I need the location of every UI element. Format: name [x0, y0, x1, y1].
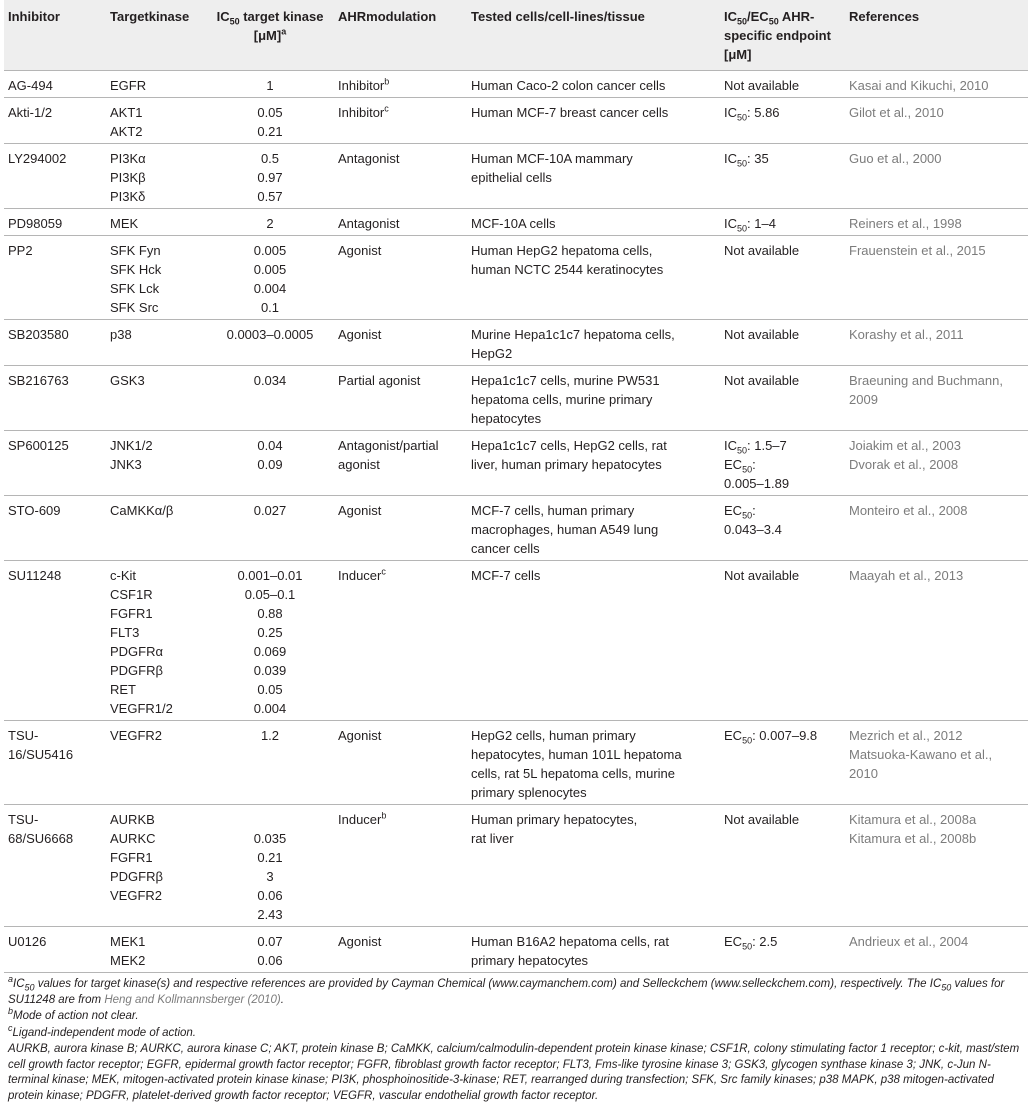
- table-row: [4, 805, 1028, 927]
- cell-references-line: Matsuoka-Kawano et al.,: [849, 747, 993, 762]
- cell-ahr-modulation-line: Inducer: [338, 812, 382, 827]
- cell-ahr-modulation: [334, 496, 467, 561]
- cell-inhibitor-line: AG-494: [8, 78, 53, 93]
- footnote-a-reference[interactable]: Heng and Kollmannsberger (2010): [104, 993, 281, 1006]
- cell-ic50-target-line: 0.09: [257, 457, 283, 472]
- header-ic50-target: $IC_{50}$ target kinase $[\mu M]^a$: [208, 0, 334, 71]
- cell-ahr-endpoint: [720, 721, 845, 805]
- cell-references-line: Gilot et al., 2010: [849, 105, 944, 120]
- cell-ahr-endpoint: [720, 431, 845, 496]
- cell-inhibitor-line: SB203580: [8, 327, 69, 342]
- cell-ahr-endpoint-line: 0.005–1.89: [724, 476, 790, 491]
- cell-ic50-target-line: 2.43: [257, 907, 283, 922]
- cell-ahr-endpoint-line: $EC_{50}$:: [724, 457, 756, 475]
- cell-ahr-endpoint: [720, 320, 845, 366]
- cell-target-kinase-line: PDGFRβ: [110, 663, 163, 678]
- cell-tested-cells: [467, 561, 720, 721]
- cell-target-kinase: [106, 721, 208, 805]
- cell-ahr-endpoint: [720, 71, 845, 98]
- cell-ic50-target-line: 0.07: [257, 934, 283, 949]
- cell-ic50-target-line: 0.21: [257, 850, 283, 865]
- cell-inhibitor-line: TSU-: [8, 728, 39, 743]
- cell-references-line: Joiakim et al., 2003: [849, 438, 962, 453]
- cell-target-kinase: [106, 98, 208, 144]
- cell-ic50-target-line: 0.05–0.1: [244, 587, 296, 602]
- cell-ic50-target-line: 0.25: [257, 625, 283, 640]
- cell-tested-cells: [467, 144, 720, 209]
- cell-inhibitor: [4, 805, 106, 927]
- cell-tested-cells-line: cancer cells: [471, 541, 540, 556]
- cell-ic50-target: [208, 805, 334, 927]
- cell-ic50-target-line: 0.005: [253, 262, 287, 277]
- cell-ahr-modulation: [334, 366, 467, 431]
- cell-references-line: Reiners et al., 1998: [849, 216, 962, 231]
- cell-ic50-target-line: 0.004: [253, 281, 287, 296]
- cell-references[interactable]: [845, 71, 1028, 98]
- cell-ahr-modulation: [334, 561, 467, 721]
- cell-target-kinase: [106, 209, 208, 236]
- cell-references-line: Dvorak et al., 2008: [849, 457, 959, 472]
- cell-tested-cells: [467, 366, 720, 431]
- cell-ic50-target: [208, 236, 334, 320]
- cell-inhibitor: [4, 721, 106, 805]
- cell-target-kinase-line: CaMKKα/β: [110, 503, 174, 518]
- table-row: [4, 320, 1028, 366]
- cell-ic50-target-line: 0.88: [257, 606, 283, 621]
- cell-ahr-modulation: [334, 209, 467, 236]
- cell-ahr-modulation-line: Agonist: [338, 243, 382, 258]
- cell-references-line: Maayah et al., 2013: [849, 568, 964, 583]
- cell-ic50-target-line: 0.06: [257, 888, 283, 903]
- cell-tested-cells-line: Human primary hepatocytes,: [471, 812, 638, 827]
- cell-ahr-modulation-line: Inhibitor: [338, 105, 385, 120]
- cell-inhibitor-line: LY294002: [8, 151, 67, 166]
- cell-references-line: Mezrich et al., 2012: [849, 728, 963, 743]
- cell-target-kinase: [106, 561, 208, 721]
- footnote-marker: b: [384, 76, 390, 87]
- cell-references-line: Guo et al., 2000: [849, 151, 942, 166]
- cell-ic50-target: [208, 320, 334, 366]
- cell-references[interactable]: [845, 320, 1028, 366]
- cell-ahr-endpoint: [720, 496, 845, 561]
- cell-target-kinase-line: p38: [110, 327, 132, 342]
- footnote-c: $^c$Ligand-independent mode of action.: [8, 1022, 197, 1039]
- cell-ahr-modulation: [334, 71, 467, 98]
- cell-inhibitor: [4, 927, 106, 973]
- cell-references-line: 2009: [849, 392, 878, 407]
- footnote-marker: c: [381, 566, 386, 577]
- cell-ic50-target: [208, 927, 334, 973]
- cell-target-kinase-line: JNK3: [110, 457, 142, 472]
- cell-ahr-endpoint: [720, 98, 845, 144]
- cell-target-kinase: [106, 320, 208, 366]
- cell-tested-cells-line: MCF-7 cells: [471, 568, 541, 583]
- cell-ahr-endpoint-line: $IC_{50}$: 1.5–7: [724, 438, 787, 456]
- cell-ahr-endpoint: [720, 805, 845, 927]
- cell-ahr-endpoint-line: Not available: [724, 812, 800, 827]
- cell-target-kinase: [106, 431, 208, 496]
- cell-ahr-endpoint: [720, 927, 845, 973]
- cell-inhibitor-line: STO-609: [8, 503, 61, 518]
- cell-target-kinase-line: AKT2: [110, 124, 143, 139]
- cell-ahr-modulation-line: Agonist: [338, 934, 382, 949]
- cell-ic50-target-line: 0.21: [257, 124, 283, 139]
- header-tested-cells: Tested cells/cell-lines/tissue: [467, 0, 720, 71]
- cell-tested-cells: [467, 431, 720, 496]
- cell-references-line: Korashy et al., 2011: [849, 327, 964, 342]
- cell-references-line: Andrieux et al., 2004: [849, 934, 969, 949]
- cell-ahr-endpoint: [720, 561, 845, 721]
- cell-target-kinase-line: AKT1: [110, 105, 143, 120]
- cell-target-kinase: [106, 927, 208, 973]
- cell-ahr-endpoint: [720, 144, 845, 209]
- cell-references[interactable]: [845, 496, 1028, 561]
- footnote-b: $^b$Mode of action not clear.: [8, 1006, 139, 1022]
- cell-ic50-target-line: 0.04: [257, 438, 283, 453]
- cell-inhibitor-line: SU11248: [8, 568, 62, 583]
- cell-references[interactable]: [845, 144, 1028, 209]
- cell-target-kinase-line: PDGFRα: [110, 644, 164, 659]
- cell-target-kinase-line: AURKB: [110, 812, 155, 827]
- cell-target-kinase-line: FGFR1: [110, 606, 153, 621]
- cell-ic50-target: [208, 561, 334, 721]
- cell-tested-cells-line: hepatoma cells, murine primary: [471, 392, 653, 407]
- cell-ahr-modulation-line: Agonist: [338, 327, 382, 342]
- cell-references[interactable]: [845, 805, 1028, 927]
- cell-tested-cells-line: Hepa1c1c7 cells, murine PW531: [471, 373, 660, 388]
- cell-tested-cells: [467, 71, 720, 98]
- table-row: [4, 236, 1028, 320]
- cell-target-kinase-line: GSK3: [110, 373, 145, 388]
- cell-tested-cells-line: primary splenocytes: [471, 785, 587, 800]
- cell-inhibitor: [4, 561, 106, 721]
- cell-tested-cells-line: macrophages, human A549 lung: [471, 522, 659, 537]
- table-row: [4, 98, 1028, 144]
- cell-target-kinase-line: SFK Fyn: [110, 243, 161, 258]
- footnote-a: $^aIC_{50}$ values for target kinase(s) and respective references are provided by Cayman Chemical (www.caymanchem.com) and Selleckchem (www.selleckchem.com), respectively. The $IC_{50}$ values for SU11248 are from Heng and Kollmannsberger (2010).: [8, 974, 1005, 1006]
- cell-ahr-modulation-line: Inhibitor: [338, 78, 385, 93]
- cell-target-kinase-line: AURKC: [110, 831, 156, 846]
- cell-inhibitor: [4, 431, 106, 496]
- cell-ahr-endpoint-line: Not available: [724, 327, 800, 342]
- cell-ic50-target-line: 1.2: [260, 728, 280, 743]
- cell-target-kinase-line: c-Kit: [110, 568, 136, 583]
- kinase-inhibitor-table: [4, 0, 1028, 973]
- cell-ic50-target: [208, 431, 334, 496]
- cell-ic50-target-line: 0.1: [260, 300, 280, 315]
- cell-target-kinase: [106, 366, 208, 431]
- cell-tested-cells: [467, 496, 720, 561]
- cell-ahr-endpoint-line: $IC_{50}$: 1–4: [724, 216, 776, 234]
- cell-tested-cells-line: cells, rat 5L hepatoma cells, murine: [471, 766, 676, 781]
- cell-inhibitor: [4, 236, 106, 320]
- cell-ahr-modulation-line: Antagonist/partial: [338, 438, 439, 453]
- cell-tested-cells-line: primary hepatocytes: [471, 953, 589, 968]
- cell-tested-cells: [467, 320, 720, 366]
- cell-target-kinase-line: JNK1/2: [110, 438, 153, 453]
- cell-target-kinase-line: PI3Kα: [110, 151, 146, 166]
- cell-inhibitor-line: TSU-: [8, 812, 39, 827]
- table-page: [4, 0, 1028, 1104]
- cell-target-kinase-line: MEK1: [110, 934, 146, 949]
- cell-ahr-modulation-line: Agonist: [338, 728, 382, 743]
- cell-references[interactable]: [845, 561, 1028, 721]
- cell-inhibitor: [4, 209, 106, 236]
- table-row: [4, 209, 1028, 236]
- abbreviations-note: AURKB, aurora kinase B; AURKC, aurora kinase C; AKT, protein kinase B; CaMKK, calcium/calmodulin-dependent protein kinase kinase; CSF1R, colony stimulating factor 1 receptor; c-kit, mast/stem cell growth factor receptor; EGFR, epidermal growth factor receptor; FGFR, fibroblast growth factor receptor; FLT3, Fms-like tyrosine kinase 3; GSK3, glycogen synthase kinase 3; JNK, c-Jun N-terminal kinase; MEK, mitogen-activated protein kinase kinase; PI3K, phosphoinositide-3-kinase; RET, rearranged during transfection; SFK, Src family kinases; p38 MAPK, p38 mitogen-activated protein kinase; PDGFR, platelet-derived growth factor receptor; VEGFR, vascular endothelial growth factor receptor.: [8, 1043, 1020, 1102]
- cell-ic50-target-line: 0.039: [253, 663, 287, 678]
- cell-references[interactable]: [845, 431, 1028, 496]
- cell-references-line: Kitamura et al., 2008b: [849, 831, 977, 846]
- cell-ahr-endpoint-line: Not available: [724, 568, 800, 583]
- cell-ic50-target-line: 0.05: [257, 105, 283, 120]
- header-ahr-endpoint: $IC_{50}/EC_{50}$ AHR-specific endpoint [μM]: [720, 0, 845, 71]
- header-inhibitor: Inhibitor: [4, 0, 106, 71]
- cell-references-line: Frauenstein et al., 2015: [849, 243, 986, 258]
- cell-ic50-target-line: 0.001–0.01: [237, 568, 303, 583]
- cell-ic50-target-line: 0.06: [257, 953, 283, 968]
- cell-ahr-endpoint: [720, 236, 845, 320]
- cell-ahr-endpoint-line: Not available: [724, 243, 800, 258]
- cell-ic50-target-line: 1: [266, 78, 274, 93]
- cell-target-kinase: [106, 71, 208, 98]
- cell-tested-cells-line: Human B16A2 hepatoma cells, rat: [471, 934, 669, 949]
- header-ic50-ec50: $IC_{50}/EC_{50}$: [724, 9, 779, 27]
- header-ahr-modulation: AHRmodulation: [334, 0, 467, 71]
- cell-references[interactable]: [845, 98, 1028, 144]
- cell-ahr-modulation-line: Antagonist: [338, 151, 400, 166]
- cell-inhibitor-line: SB216763: [8, 373, 69, 388]
- table-footnotes: [4, 973, 1028, 1104]
- cell-ahr-modulation: [334, 98, 467, 144]
- cell-ic50-target-line: 0.05: [257, 682, 283, 697]
- cell-inhibitor-line: PD98059: [8, 216, 63, 231]
- cell-ahr-endpoint-line: 0.043–3.4: [724, 522, 782, 537]
- cell-references[interactable]: [845, 721, 1028, 805]
- cell-ic50-target-line: 0.0003–0.0005: [226, 327, 314, 342]
- table-row: [4, 431, 1028, 496]
- cell-target-kinase-line: PI3Kδ: [110, 189, 146, 204]
- header-row: [4, 0, 1028, 71]
- cell-ahr-modulation: [334, 320, 467, 366]
- cell-target-kinase-line: SFK Hck: [110, 262, 162, 277]
- header-target-kinase: Targetkinase: [106, 0, 208, 71]
- cell-inhibitor: [4, 71, 106, 98]
- cell-tested-cells-line: MCF-10A cells: [471, 216, 556, 231]
- cell-tested-cells-line: Human MCF-7 breast cancer cells: [471, 105, 669, 120]
- cell-target-kinase: [106, 144, 208, 209]
- table-row: [4, 366, 1028, 431]
- cell-inhibitor-line: PP2: [8, 243, 33, 258]
- cell-references[interactable]: [845, 209, 1028, 236]
- cell-ic50-target-line: [212, 810, 328, 829]
- cell-references[interactable]: [845, 236, 1028, 320]
- cell-tested-cells-line: HepG2: [471, 346, 513, 361]
- header-references: References: [845, 0, 1028, 71]
- cell-references[interactable]: [845, 366, 1028, 431]
- cell-target-kinase-line: MEK: [110, 216, 139, 231]
- cell-ahr-modulation: [334, 431, 467, 496]
- cell-ic50-target-line: 0.005: [253, 243, 287, 258]
- cell-ahr-modulation: [334, 805, 467, 927]
- cell-ahr-endpoint-line: $EC_{50}$:: [724, 503, 756, 521]
- cell-ahr-modulation-line: Agonist: [338, 503, 382, 518]
- cell-ahr-modulation: [334, 721, 467, 805]
- cell-ic50-target-line: 0.97: [257, 170, 283, 185]
- cell-tested-cells-line: HepG2 cells, human primary: [471, 728, 636, 743]
- cell-ic50-target-line: 0.5: [260, 151, 280, 166]
- cell-tested-cells: [467, 209, 720, 236]
- cell-ahr-endpoint-line: $IC_{50}$: 35: [724, 151, 769, 169]
- cell-ic50-target: [208, 721, 334, 805]
- cell-ic50-target: [208, 98, 334, 144]
- cell-references-line: Monteiro et al., 2008: [849, 503, 968, 518]
- cell-ic50-target-line: 2: [266, 216, 274, 231]
- cell-ahr-endpoint-line: $IC_{50}$: 5.86: [724, 105, 780, 123]
- cell-ic50-target: [208, 496, 334, 561]
- cell-ahr-modulation-line: Partial agonist: [338, 373, 421, 388]
- cell-tested-cells-line: rat liver: [471, 831, 514, 846]
- cell-ic50-target-line: 0.069: [253, 644, 287, 659]
- cell-tested-cells-line: Hepa1c1c7 cells, HepG2 cells, rat: [471, 438, 667, 453]
- cell-inhibitor-line: 16/SU5416: [8, 747, 74, 762]
- cell-inhibitor: [4, 320, 106, 366]
- cell-target-kinase: [106, 496, 208, 561]
- cell-ahr-endpoint-line: Not available: [724, 373, 800, 388]
- cell-tested-cells: [467, 927, 720, 973]
- cell-target-kinase: [106, 805, 208, 927]
- table-row: [4, 496, 1028, 561]
- table-row: [4, 561, 1028, 721]
- table-row: [4, 721, 1028, 805]
- cell-inhibitor: [4, 366, 106, 431]
- cell-target-kinase-line: VEGFR1/2: [110, 701, 173, 716]
- cell-tested-cells-line: Human Caco-2 colon cancer cells: [471, 78, 666, 93]
- cell-references[interactable]: [845, 927, 1028, 973]
- cell-ic50-target: [208, 366, 334, 431]
- footnote-marker: b: [381, 810, 387, 821]
- cell-ahr-modulation-line: Antagonist: [338, 216, 400, 231]
- cell-inhibitor-line: Akti-1/2: [8, 105, 53, 120]
- cell-tested-cells: [467, 721, 720, 805]
- cell-tested-cells-line: MCF-7 cells, human primary: [471, 503, 635, 518]
- cell-ahr-endpoint: [720, 209, 845, 236]
- cell-target-kinase-line: CSF1R: [110, 587, 153, 602]
- cell-ahr-endpoint: [720, 366, 845, 431]
- cell-target-kinase-line: MEK2: [110, 953, 146, 968]
- cell-tested-cells: [467, 98, 720, 144]
- cell-tested-cells-line: Murine Hepa1c1c7 hepatoma cells,: [471, 327, 675, 342]
- cell-ahr-modulation: [334, 144, 467, 209]
- cell-ic50-target-line: 3: [266, 869, 274, 884]
- cell-target-kinase-line: EGFR: [110, 78, 147, 93]
- cell-ic50-target: [208, 209, 334, 236]
- cell-ahr-modulation-line: agonist: [338, 457, 380, 472]
- cell-inhibitor: [4, 496, 106, 561]
- cell-target-kinase-line: VEGFR2: [110, 728, 163, 743]
- cell-ahr-endpoint-line: $EC_{50}$: 0.007–9.8: [724, 728, 818, 746]
- cell-target-kinase-line: FGFR1: [110, 850, 153, 865]
- cell-tested-cells-line: Human MCF-10A mammary: [471, 151, 633, 166]
- cell-tested-cells-line: hepatocytes, human 101L hepatoma: [471, 747, 682, 762]
- cell-ahr-modulation: [334, 927, 467, 973]
- cell-target-kinase: [106, 236, 208, 320]
- cell-inhibitor: [4, 98, 106, 144]
- cell-tested-cells-line: human NCTC 2544 keratinocytes: [471, 262, 664, 277]
- cell-target-kinase-line: PI3Kβ: [110, 170, 146, 185]
- cell-ic50-target-line: 0.035: [253, 831, 287, 846]
- cell-target-kinase-line: PDGFRβ: [110, 869, 163, 884]
- table-row: [4, 144, 1028, 209]
- cell-target-kinase-line: VEGFR2: [110, 888, 163, 903]
- cell-references-line: Kitamura et al., 2008a: [849, 812, 977, 827]
- footnote-marker: c: [384, 103, 389, 114]
- table-row: [4, 927, 1028, 973]
- cell-tested-cells: [467, 805, 720, 927]
- cell-ic50-target-line: 0.034: [253, 373, 287, 388]
- cell-tested-cells: [467, 236, 720, 320]
- cell-ic50-target: [208, 71, 334, 98]
- cell-ahr-endpoint-line: $EC_{50}$: 2.5: [724, 934, 778, 952]
- cell-references-line: Braeuning and Buchmann,: [849, 373, 1003, 388]
- cell-target-kinase-line: FLT3: [110, 625, 140, 640]
- cell-ahr-modulation: [334, 236, 467, 320]
- cell-tested-cells-line: hepatocytes: [471, 411, 542, 426]
- cell-target-kinase-line: SFK Lck: [110, 281, 160, 296]
- cell-references-line: Kasai and Kikuchi, 2010: [849, 78, 989, 93]
- cell-ic50-target-line: 0.027: [253, 503, 287, 518]
- cell-target-kinase-line: SFK Src: [110, 300, 159, 315]
- cell-inhibitor-line: 68/SU6668: [8, 831, 74, 846]
- cell-ahr-endpoint-line: Not available: [724, 78, 800, 93]
- cell-ic50-target-line: 0.57: [257, 189, 283, 204]
- cell-tested-cells-line: epithelial cells: [471, 170, 552, 185]
- cell-inhibitor: [4, 144, 106, 209]
- cell-references-line: 2010: [849, 766, 878, 781]
- cell-tested-cells-line: liver, human primary hepatocytes: [471, 457, 662, 472]
- cell-target-kinase-line: RET: [110, 682, 136, 697]
- cell-inhibitor-line: U0126: [8, 934, 47, 949]
- cell-tested-cells-line: Human HepG2 hepatoma cells,: [471, 243, 653, 258]
- cell-inhibitor-line: SP600125: [8, 438, 69, 453]
- cell-ahr-modulation-line: Inducer: [338, 568, 382, 583]
- table-row: [4, 71, 1028, 98]
- cell-ic50-target: [208, 144, 334, 209]
- cell-ic50-target-line: 0.004: [253, 701, 287, 716]
